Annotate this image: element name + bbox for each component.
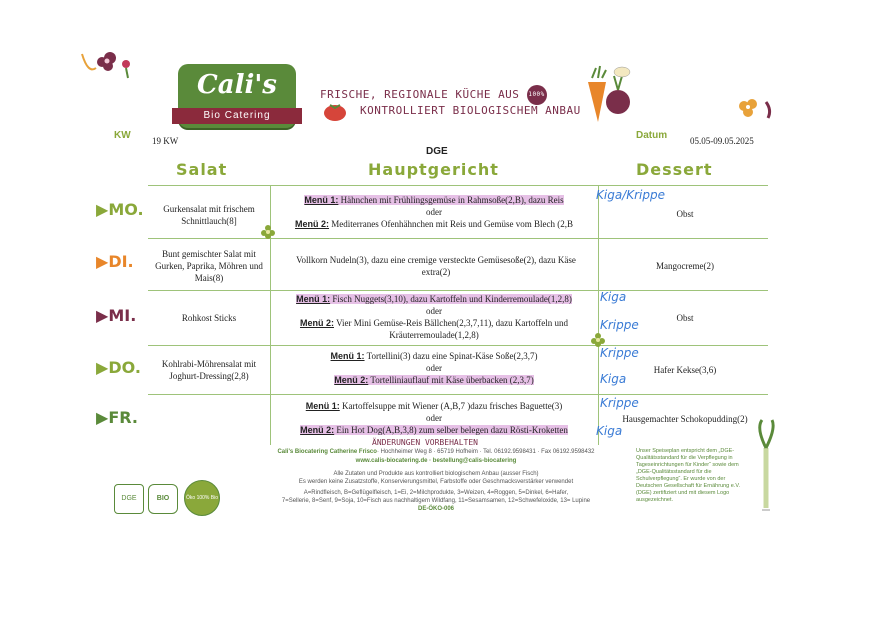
grid-line — [148, 394, 768, 395]
main-mo — [272, 194, 596, 230]
flower-decoration-icon — [78, 44, 138, 84]
handwriting-mi-1: Kiga — [600, 290, 627, 304]
kw-label: KW — [114, 130, 131, 141]
flower-decoration-right-icon — [732, 94, 782, 124]
menu1-mi: Menü 1: Fisch Nuggets(3,10), dazu Kartoffeln und Kinderremoulade(1,2,8) — [296, 294, 572, 304]
dessert-mo: Obst — [676, 209, 694, 219]
footer-allergens-2: 7=Sellerie, 8=Senf, 9=Soja, 10=Fisch aus nachhaltigem Wildfang, 11=Sesamsamen, 12=Schwefeloxide, 13= Lupine — [281, 498, 591, 504]
grid-line — [148, 345, 768, 346]
footer-address: Cali's Biocatering Catherine Frisco· Hochheimer Weg 8 · 65719 Hofheim · Tel. 06192.9598431 · Fax 06192.9598432 — [277, 449, 595, 455]
small-flower-icon — [590, 332, 606, 348]
menu1-fr: Menü 1: Kartoffelsuppe mit Wiener (A,B,7 )dazu frisches Baguette(3) — [305, 401, 563, 411]
oeko-badge: Öko 100% Bio — [184, 480, 220, 516]
menu2-fr: Menü 2: Ein Hot Dog(A,B,3,8) zum selber belegen dazu Rösti-Kroketten — [300, 425, 568, 435]
menu2-mi: Menü 2: Vier Mini Gemüse-Reis Bällchen(2,3,7,11), dazu Kartoffeln und Kräuterremoulade(1,2,8) — [299, 318, 568, 340]
footer-oeko: DE-ÖKO-006 — [417, 506, 454, 512]
handwriting-mo: Kiga/Krippe — [596, 188, 665, 202]
dge-certification-note: Unser Speiseplan entspricht dem „DGE-Qualitätsstandard für die Verpflegung in Tageseinrichtungen für Kinder“ sowie dem „DGE-Qualitätsstandard für die Schulverpflegung“. Er wurde von der Deutschen Gesellschaft für Ernährung e.V. (DGE) zertifiziert und mit diesem Logo ausgezeichnet. — [636, 448, 741, 503]
salat-mo: Gurkensalat mit frischem Schnittlauch(8] — [163, 204, 255, 226]
small-flower-icon — [260, 224, 276, 240]
footer-line1: Alle Zutaten und Produkte aus kontrolliert biologischem Anbau (ausser Fisch) — [333, 471, 539, 477]
main-mi — [272, 293, 596, 341]
slogan-line-2: KONTROLLIERT BIOLOGISCHEM ANBAU — [360, 104, 581, 117]
menu1-do: Menü 1: Tortellini(3) dazu eine Spinat-Käse Soße(2,3,7) — [330, 351, 538, 361]
handwriting-fr-1: Krippe — [600, 396, 639, 410]
handwriting-mi-2: Krippe — [600, 318, 639, 332]
menu1-mo: Menü 1: Hähnchen mit Frühlingsgemüse in Rahmsoße(2,B), dazu Reis — [304, 195, 564, 205]
logo-name: Cali's — [197, 70, 277, 100]
dessert-di: Mangocreme(2) — [656, 261, 714, 271]
vegetables-illustration-icon — [580, 62, 640, 128]
datum-label: Datum — [636, 130, 668, 141]
footer-web: www.calis-biocatering.de · bestellung@calis-biocatering — [355, 458, 517, 464]
grid-line — [598, 185, 599, 445]
menu2-mo: Menü 2: Mediterranes Ofenhähnchen mit Reis und Gemüse vom Blech (2,B — [295, 219, 573, 229]
dessert-do: Hafer Kekse(3,6) — [653, 365, 717, 375]
grid-line — [148, 290, 768, 291]
grid-line — [148, 185, 768, 186]
leek-illustration-icon — [752, 418, 782, 514]
dge-badge: DGE — [114, 484, 144, 514]
day-label-di: ▶DI. — [96, 252, 134, 271]
menu2-do: Menü 2: Tortelliniauflauf mit Käse überbacken (2,3,7) — [334, 375, 534, 385]
datum-value: 05.05-09.05.2025 — [690, 136, 754, 146]
salat-di: Bunt gemischter Salat mit Gurken, Paprika, Möhren und Mais(8) — [155, 249, 263, 283]
company-logo — [178, 64, 296, 128]
oder-fr: oder — [426, 413, 442, 423]
kw-value: 19 KW — [152, 136, 179, 146]
oder-mi: oder — [426, 306, 442, 316]
slogan-badge: 100% — [527, 85, 547, 105]
oder-mo: oder — [426, 207, 442, 217]
bio-badge: BIO — [148, 484, 178, 514]
column-header-salat: Salat — [176, 160, 228, 179]
day-label-fr: ▶FR. — [96, 408, 138, 427]
day-label-mi: ▶MI. — [96, 306, 137, 325]
dge-label: DGE — [426, 146, 448, 157]
salat-do: Kohlrabi-Möhrensalat mit Joghurt-Dressing(2,8) — [161, 359, 257, 381]
column-header-dessert: Dessert — [636, 160, 713, 179]
footer-allergens-1: A=Rindfleisch, B=Geflügelfleisch, 1=Ei, 2=Milchprodukte, 3=Weizen, 4=Roggen, 5=Dinkel, 6=Hafer, — [303, 490, 569, 496]
main-di: Vollkorn Nudeln(3), dazu eine cremige versteckte Gemüsesoße(2), dazu Käse extra(2) — [296, 255, 576, 277]
salat-mi: Rohkost Sticks — [181, 313, 237, 323]
day-label-do: ▶DO. — [96, 358, 141, 377]
slogan-line-1: FRISCHE, REGIONALE KÜCHE AUS 100% — [320, 85, 547, 105]
day-label-mo: ▶MO. — [96, 200, 144, 219]
tomato-icon — [322, 100, 348, 122]
column-header-hauptgericht: Hauptgericht — [368, 160, 499, 179]
grid-line — [148, 238, 768, 239]
footer-line2: Es werden keine Zusatzstoffe, Konservierungsmittel, Farbstoffe oder Geschmacksverstärker verwendet — [298, 479, 574, 485]
main-fr — [272, 400, 596, 436]
main-do — [272, 350, 596, 386]
handwriting-do-2: Kiga — [600, 372, 627, 386]
dessert-fr: Hausgemachter Schokopudding(2) — [622, 414, 748, 424]
handwriting-fr-2: Kiga — [596, 424, 623, 438]
handwriting-do-1: Krippe — [600, 346, 639, 360]
dessert-mi: Obst — [676, 313, 694, 323]
logo-subtitle: Bio Catering — [172, 108, 302, 124]
changes-reserved: ÄNDERUNGEN VORBEHALTEN — [372, 438, 478, 447]
oder-do: oder — [426, 363, 442, 373]
